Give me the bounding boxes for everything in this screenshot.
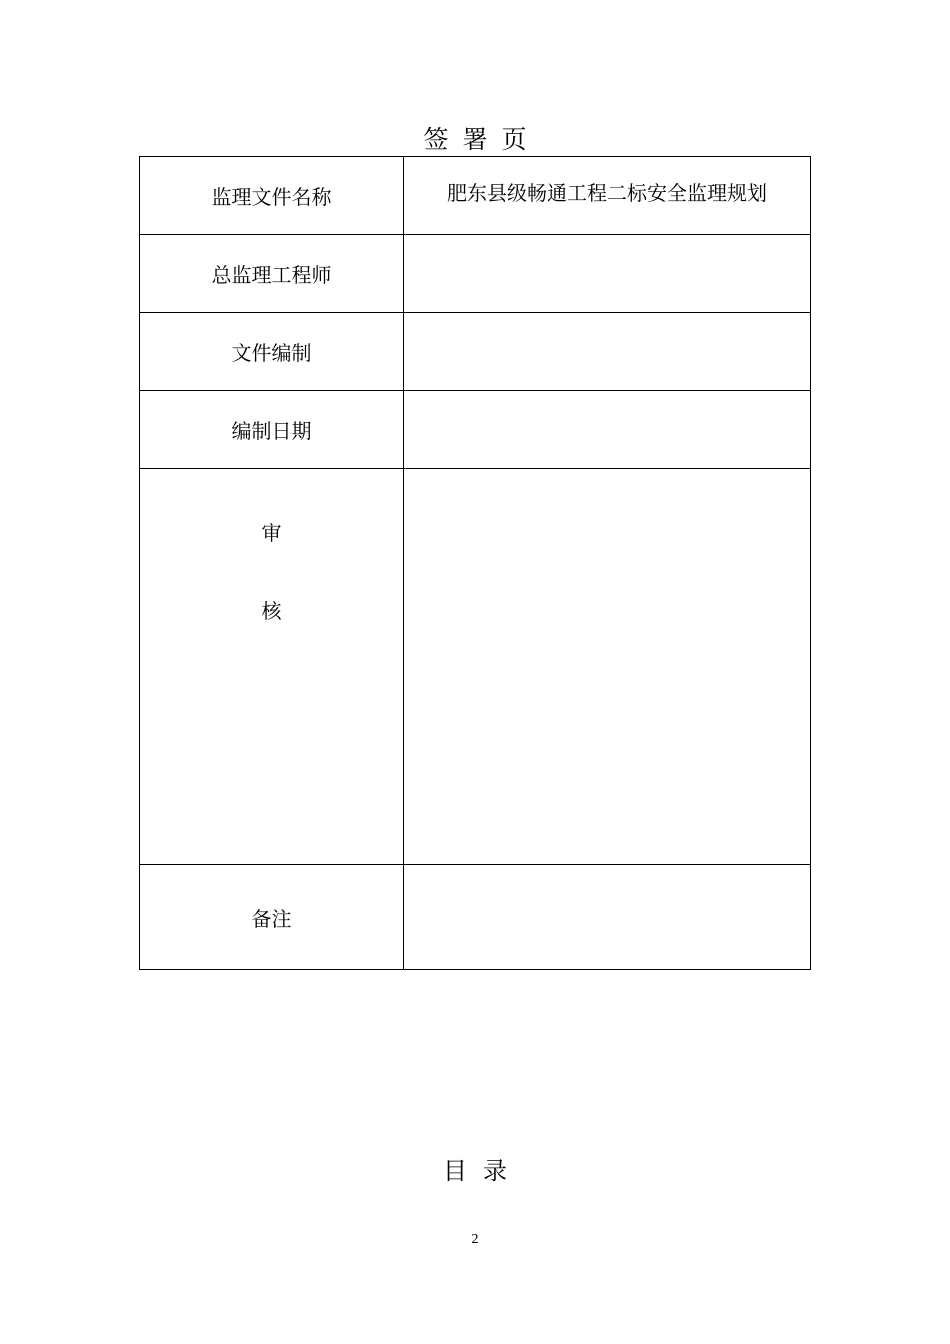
prepared-by-value <box>404 313 811 391</box>
table-row-remarks <box>140 865 811 970</box>
table-row-doc-name <box>140 157 811 235</box>
review-label-char-1: 审 <box>261 521 282 545</box>
remarks-label: 备注 <box>140 865 404 970</box>
page-title: 签署页 <box>423 125 541 154</box>
review-value <box>404 469 811 865</box>
prepared-date-label: 编制日期 <box>140 391 404 469</box>
signature-table <box>139 156 811 970</box>
toc-title: 目录 <box>443 1157 523 1185</box>
review-label-char-2: 核 <box>261 599 282 623</box>
doc-name-cell <box>404 157 811 235</box>
doc-name-value: 肥东县级畅通工程二标安全监理规划 <box>447 181 767 205</box>
remarks-value <box>404 865 811 970</box>
prepared-by-label: 文件编制 <box>140 313 404 391</box>
chief-engineer-value <box>404 235 811 313</box>
prepared-date-value <box>404 391 811 469</box>
table-row-prepared-by <box>140 313 811 391</box>
doc-name-label: 监理文件名称 <box>140 157 404 235</box>
review-label-cell <box>140 469 404 865</box>
page-number: 2 <box>471 1232 479 1247</box>
table-row-prepared-date <box>140 391 811 469</box>
chief-engineer-label: 总监理工程师 <box>140 235 404 313</box>
table-row-review <box>140 469 811 865</box>
table-row-chief-engineer <box>140 235 811 313</box>
